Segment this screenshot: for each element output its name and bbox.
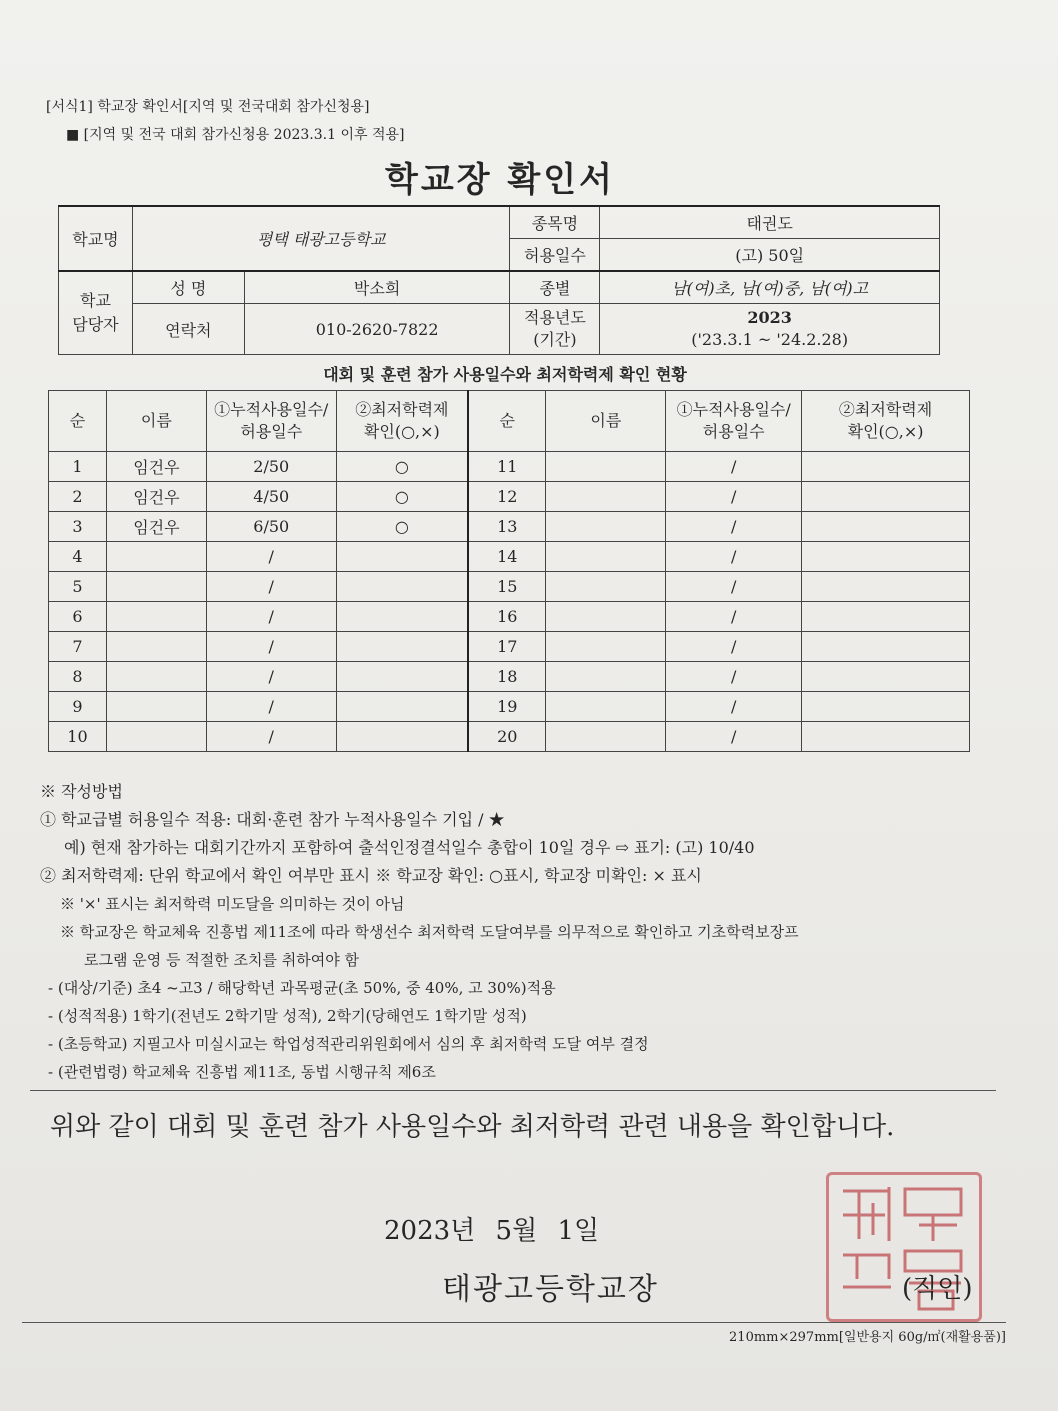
cell-name (546, 722, 666, 752)
cell-days: / (206, 692, 336, 722)
cell-name (546, 692, 666, 722)
cell-check (802, 542, 970, 572)
table-row (49, 602, 970, 632)
cell-check: ○ (336, 512, 468, 542)
cell-check: ○ (336, 482, 468, 512)
cell-name: 임건우 (106, 452, 206, 482)
contact-label: 연락처 (132, 304, 244, 355)
header-days-right: ①누적사용일수/ 허용일수 (666, 391, 802, 452)
cell-name (546, 602, 666, 632)
category-label: 종별 (510, 271, 600, 304)
cell-days: / (666, 632, 802, 662)
cell-check (802, 572, 970, 602)
cell-seq: 7 (49, 632, 107, 662)
cell-name (106, 692, 206, 722)
status-section-title: 대회 및 훈련 참가 사용일수와 최저학력제 확인 현황 (323, 365, 687, 384)
cell-check (336, 632, 468, 662)
notes-heading: ※ 작성방법 (40, 782, 123, 801)
table-row (49, 572, 970, 602)
cell-days: 6/50 (206, 512, 336, 542)
cell-name (546, 572, 666, 602)
note-line: - (성적적용) 1학기(전년도 2학기말 성적), 2학기(당해연도 1학기말 성적) (48, 1007, 527, 1025)
cell-seq: 13 (468, 512, 546, 542)
note-line: - (관련법령) 학교체육 진흥법 제11조, 동법 시행규칙 제6조 (48, 1063, 436, 1081)
header-check-right: ②최저학력제 확인(○,×) (802, 391, 970, 452)
note-line: 로그램 운영 등 적절한 조치를 취하여야 함 (84, 951, 359, 969)
form-label: [서식1] 학교장 확인서[지역 및 전국대회 참가신청용] (46, 99, 370, 115)
cell-days: / (206, 542, 336, 572)
cell-seq: 6 (49, 602, 107, 632)
header-check: ②최저학력제 확인(○,×) (336, 391, 468, 452)
table-row (49, 692, 970, 722)
bottom-divider (22, 1322, 1006, 1323)
cell-check (802, 722, 970, 752)
cell-check (336, 602, 468, 632)
sport-value: 태권도 (600, 206, 940, 239)
cell-seq: 20 (468, 722, 546, 752)
header-name: 이름 (106, 391, 206, 452)
table-row (49, 542, 970, 572)
sport-label: 종목명 (510, 206, 600, 239)
cell-check: ○ (336, 452, 468, 482)
manager-name-label: 성 명 (132, 271, 244, 304)
cell-check (336, 542, 468, 572)
cell-seq: 11 (468, 452, 546, 482)
cell-days: / (206, 722, 336, 752)
cell-check (336, 722, 468, 752)
issue-date: 2023년 5월 1일 (384, 1216, 600, 1246)
cell-check (802, 692, 970, 722)
seal-label: (직인) (902, 1274, 973, 1304)
cell-check (802, 512, 970, 542)
cell-name (546, 452, 666, 482)
year-value: 2023 (747, 308, 792, 327)
cell-seq: 18 (468, 662, 546, 692)
note-line: ① 학교급별 허용일수 적용: 대회·훈련 참가 누적사용일수 기입 / ★ (40, 810, 505, 829)
cell-name (106, 662, 206, 692)
cell-check (802, 632, 970, 662)
cell-seq: 1 (49, 452, 107, 482)
cell-name: 임건우 (106, 512, 206, 542)
table-row (49, 632, 970, 662)
cell-seq: 16 (468, 602, 546, 632)
category-value: 남(여)초, 남(여)중, 남(여)고 (600, 271, 940, 304)
cell-seq: 3 (49, 512, 107, 542)
divider (30, 1090, 996, 1091)
document-title: 학교장 확인서 (385, 160, 615, 200)
school-info-table (58, 205, 940, 355)
cell-days: / (666, 452, 802, 482)
cell-days: 4/50 (206, 482, 336, 512)
cell-check (802, 482, 970, 512)
cell-name (106, 722, 206, 752)
cell-days: / (666, 692, 802, 722)
cell-days: / (666, 572, 802, 602)
cell-seq: 4 (49, 542, 107, 572)
cell-days: / (666, 542, 802, 572)
school-name-label: 학교명 (59, 206, 133, 271)
note-line: - (대상/기준) 초4 ~고3 / 해당학년 과목평균(초 50%, 중 40%, 고 30%)적용 (48, 979, 556, 997)
note-line: ※ '×' 표시는 최저학력 미도달을 의미하는 것이 아님 (60, 895, 405, 913)
cell-seq: 15 (468, 572, 546, 602)
cell-seq: 12 (468, 482, 546, 512)
table-row (49, 512, 970, 542)
paper-spec: 210mm×297mm[일반용지 60g/㎡(재활용품)] (729, 1330, 1006, 1345)
table-row (49, 662, 970, 692)
manager-name-value: 박소희 (244, 271, 510, 304)
cell-days: / (206, 572, 336, 602)
year-cell (600, 304, 940, 355)
header-seq: 순 (49, 391, 107, 452)
cell-seq: 8 (49, 662, 107, 692)
header-name-right: 이름 (546, 391, 666, 452)
form-subtitle: ■ [지역 및 전국 대회 참가신청용 2023.3.1 이후 적용] (66, 127, 405, 143)
cell-seq: 17 (468, 632, 546, 662)
header-days: ①누적사용일수/ 허용일수 (206, 391, 336, 452)
cell-check (802, 662, 970, 692)
confirmation-text: 위와 같이 대회 및 훈련 참가 사용일수와 최저학력 관련 내용을 확인합니다. (50, 1112, 895, 1142)
allowed-days-label: 허용일수 (510, 239, 600, 272)
cell-name (106, 572, 206, 602)
cell-seq: 19 (468, 692, 546, 722)
table-row (49, 722, 970, 752)
cell-seq: 5 (49, 572, 107, 602)
cell-name (546, 662, 666, 692)
cell-name (546, 542, 666, 572)
cell-name: 임건우 (106, 482, 206, 512)
cell-name (546, 482, 666, 512)
year-label: 적용년도 (기간) (510, 304, 600, 355)
note-line: ② 최저학력제: 단위 학교에서 확인 여부만 표시 ※ 학교장 확인: ○표시, 학교장 미확인: × 표시 (40, 866, 702, 885)
cell-check (336, 692, 468, 722)
table-row (49, 482, 970, 512)
cell-days: / (666, 482, 802, 512)
cell-check (802, 602, 970, 632)
principal-title: 태광고등학교장 (442, 1272, 659, 1307)
contact-value: 010-2620-7822 (244, 304, 510, 355)
cell-check (336, 662, 468, 692)
cell-seq: 10 (49, 722, 107, 752)
cell-days: / (666, 602, 802, 632)
cell-check (336, 572, 468, 602)
note-line: 예) 현재 참가하는 대회기간까지 포함하여 출석인정결석일수 총합이 10일 경우 ⇨ 표기: (고) 10/40 (64, 838, 755, 857)
cell-days: / (206, 602, 336, 632)
cell-seq: 9 (49, 692, 107, 722)
cell-days: 2/50 (206, 452, 336, 482)
cell-check (802, 452, 970, 482)
note-line: - (초등학교) 지필고사 미실시교는 학업성적관리위원회에서 심의 후 최저학력 도달 여부 결정 (48, 1035, 649, 1053)
cell-name (106, 542, 206, 572)
instructions (40, 778, 1000, 1086)
table-row (49, 452, 970, 482)
cell-name (106, 632, 206, 662)
year-period: ('23.3.1 ~ '24.2.28) (691, 330, 849, 349)
cell-days: / (666, 662, 802, 692)
cell-days: / (206, 662, 336, 692)
cell-days: / (666, 512, 802, 542)
allowed-days-value: (고) 50일 (600, 239, 940, 272)
cell-seq: 14 (468, 542, 546, 572)
cell-days: / (666, 722, 802, 752)
cell-name (546, 512, 666, 542)
cell-days: / (206, 632, 336, 662)
cell-name (546, 632, 666, 662)
note-line: ※ 학교장은 학교체육 진흥법 제11조에 따라 학생선수 최저학력 도달여부를 의무적으로 확인하고 기초학력보장프 (60, 923, 799, 941)
cell-seq: 2 (49, 482, 107, 512)
cell-name (106, 602, 206, 632)
header-seq-right: 순 (468, 391, 546, 452)
participation-table (48, 390, 970, 752)
manager-label: 학교 담당자 (59, 271, 133, 355)
school-name-value: 평택 태광고등학교 (132, 206, 510, 271)
